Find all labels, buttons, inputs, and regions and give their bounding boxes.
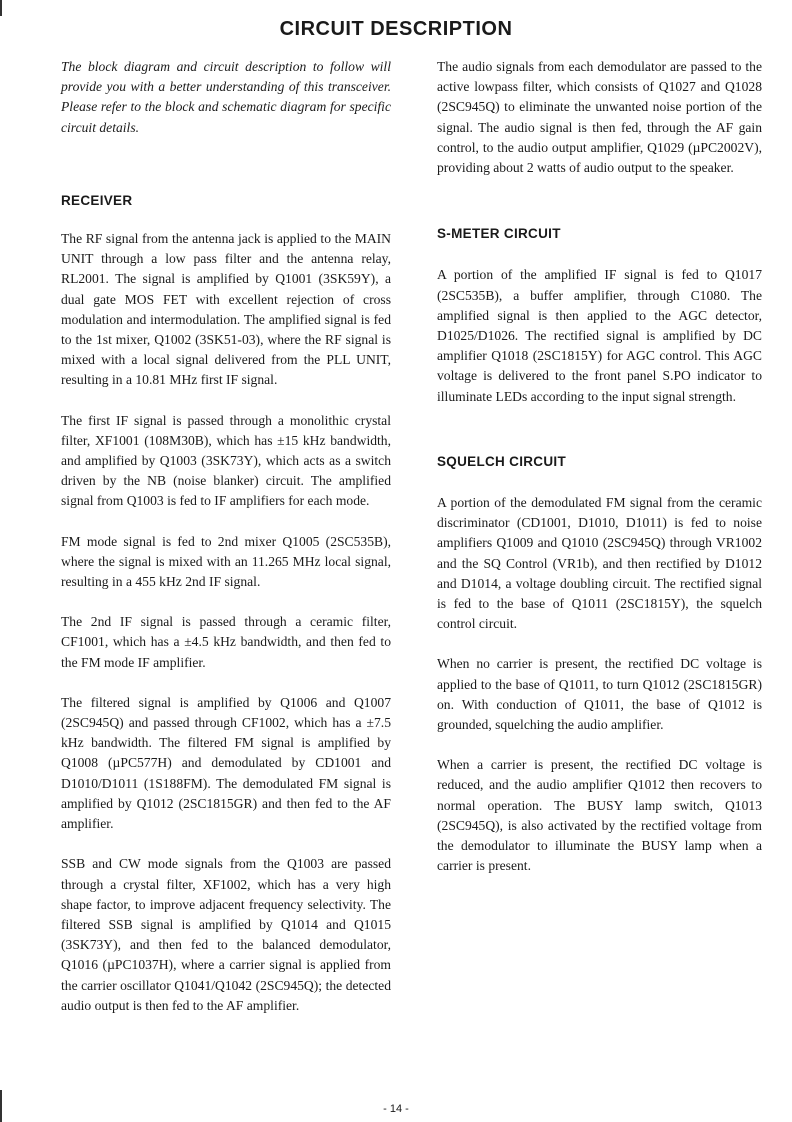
squelch-paragraph-1: A portion of the demodulated FM signal from the ceramic discriminator (CD1001, D1010, D1011) is fed to noise amplifiers Q1009 and Q1010 (2SC945Q) through VR1002 and the SQ Control (VR1b), and then rectified by D1012 and D1014, a voltage doubling circuit. The rectified signal is fed to the base of Q1011 (2SC1815Y), the squelch control circuit. bbox=[437, 495, 762, 632]
scan-edge-mark-top bbox=[0, 0, 2, 16]
smeter-heading: S-METER CIRCUIT bbox=[437, 226, 561, 242]
right-column bbox=[437, 57, 762, 877]
receiver-paragraph-1: The RF signal from the antenna jack is applied to the MAIN UNIT through a low pass filter and the antenna relay, RL2001. The signal is amplified by Q1001 (3SK59Y), a dual gate MOS FET with excellent rejection of cross modulation and intermodulation. The amplified signal is fed to the 1st mixer, Q1002 (3SK51-03), where the RF signal is mixed with a local signal delivered from the PLL UNIT, resulting in a 10.81 MHz first IF signal. bbox=[61, 231, 391, 388]
receiver-paragraph-3: FM mode signal is fed to 2nd mixer Q1005 (2SC535B), where the signal is mixed with an 11.265 MHz local signal, resulting in a 455 kHz 2nd IF signal. bbox=[61, 533, 391, 590]
receiver-paragraph-4: The 2nd IF signal is passed through a ceramic filter, CF1001, which has a ±4.5 kHz bandwidth, and then fed to the FM mode IF amplifier. bbox=[61, 614, 391, 670]
squelch-heading: SQUELCH CIRCUIT bbox=[437, 453, 566, 469]
receiver-paragraph-6: SSB and CW mode signals from the Q1003 are passed through a crystal filter, XF1002, which has a very high shape factor, to improve adjacent frequency selectivity. The filtered SSB signal is amplified by Q1014 and Q1015 (3SK73Y), and then fed to the balanced demodulator, Q1016 (µPC1037H), where a carrier signal is applied from the carrier oscillator Q1041/Q1042 (2SC945Q); the detected audio output is then fed to the AF amplifier. bbox=[61, 856, 391, 1013]
left-column bbox=[61, 57, 391, 1016]
page-number: - 14 - bbox=[383, 1103, 409, 1115]
audio-paragraph: The audio signals from each demodulator are passed to the active lowpass filter, which consists of Q1027 and Q1028 (2SC945Q) to eliminate the unwanted noise portion of the signal. The audio signal is then fed, through the AF gain control, to the audio output amplifier, Q1029 (µPC2002V), providing about 2 watts of audio output to the speaker. bbox=[437, 59, 762, 176]
smeter-paragraph: A portion of the amplified IF signal is fed to Q1017 (2SC535B), a buffer amplifier, through C1080. The amplified signal is then applied to the AGC detector, D1025/D1026. The rectified signal is amplified by DC amplifier Q1018 (2SC1815Y) for AGC control. This AGC voltage is delivered to the front panel S.PO indicator to illuminate LEDs according to the input signal strength. bbox=[437, 267, 762, 404]
page-title: CIRCUIT DESCRIPTION bbox=[279, 18, 513, 40]
receiver-paragraph-5: The filtered signal is amplified by Q1006 and Q1007 (2SC945Q) and passed through CF1002, which has a ±7.5 kHz bandwidth. The filtered FM signal is amplified by Q1008 (µPC577H) and demodulated by CD1001 and D1010/D1011 (1S188FM). The demodulated FM signal is amplified by Q1012 (2SC1815GR) and then fed to the AF amplifier. bbox=[61, 694, 391, 832]
receiver-heading: RECEIVER bbox=[61, 192, 133, 208]
squelch-paragraph-2: When no carrier is present, the rectified DC voltage is applied to the base of Q1011, to turn Q1012 (2SC1815GR) on. With conduction of Q1011, the base of Q1012 is grounded, squelching the audio amplifier. bbox=[437, 656, 762, 733]
intro-paragraph: The block diagram and circuit description to follow will provide you with a better understanding of this transceiver. Please refer to the block and schematic diagram for specific circuit details. bbox=[61, 59, 391, 135]
squelch-paragraph-3: When a carrier is present, the rectified DC voltage is reduced, and the audio amplifier Q1012 then recovers to normal operation. The BUSY lamp switch, Q1013 (2SC945Q), is also activated by the rectified voltage from the demodulator to illuminate the BUSY lamp when a carrier is present. bbox=[437, 757, 762, 874]
receiver-paragraph-2: The first IF signal is passed through a monolithic crystal filter, XF1001 (108M30B), which has ±15 kHz bandwidth, and amplified by Q1003 (3SK73Y), which acts as a switch driven by the NB (noise blanker) circuit. The amplified signal from Q1003 is fed to IF amplifiers for each mode. bbox=[61, 412, 391, 509]
